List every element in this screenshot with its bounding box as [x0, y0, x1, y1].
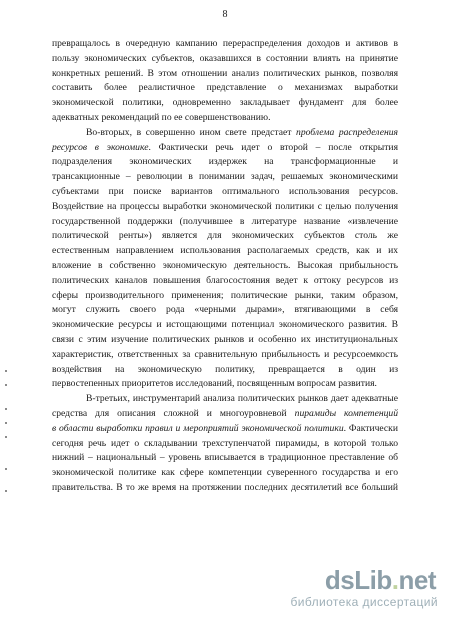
text-segment: субъектами при поиске вариантов оптимального использования ресурсов.: [52, 185, 398, 197]
text-line: [52, 422, 398, 437]
text-line: [52, 318, 398, 333]
text-line: [52, 111, 398, 126]
margin-scan-marks: [3, 370, 11, 520]
text-segment: превращалось в очередную кампанию перераспределения доходов и активов в: [52, 38, 398, 49]
text-segment: пользу экономических субъектов, оказавшихся в состоянии влиять на принятие: [52, 52, 398, 64]
emphasized-text: проблема распределения: [296, 126, 398, 138]
text-segment: конкретных решений. В этом отношении анализ политических рынков, позволяя: [52, 67, 398, 79]
text-line: [52, 289, 398, 304]
text-line: [52, 259, 398, 274]
text-line: [52, 303, 398, 318]
text-line: [52, 466, 398, 481]
page-number: 8: [222, 9, 228, 20]
text-line: [52, 274, 398, 289]
text-line: [52, 67, 398, 82]
text-line: [52, 244, 398, 259]
text-line: [52, 185, 398, 200]
text-segment: политической ренты») является для экономических субъектов столь же: [52, 230, 398, 242]
watermark: [262, 565, 442, 613]
text-line: [52, 363, 398, 378]
document-body: [52, 37, 398, 496]
text-segment: составить более реалистичное представление о механизмах выработки: [52, 82, 398, 94]
text-segment: характеристик, ответственных за сравнительную прибыльность и ресурсоемкость: [52, 348, 398, 360]
emphasized-text: ресурсов в экономике: [52, 141, 149, 153]
text-line: [52, 81, 398, 96]
text-segment: трансакционные – революции в понимании задач, решаемых экономическими: [52, 171, 398, 183]
text-segment: первостепенных приоритетов исследований, посвященным вопросам развития.: [52, 378, 377, 390]
text-line: [52, 481, 398, 496]
watermark-subtitle: библиотека диссертаций: [290, 595, 438, 609]
text-segment: сферы производительного применения; политические рынки, таким образом,: [52, 289, 398, 301]
text-line: [52, 392, 398, 407]
text-segment: естественным направлением использования располагаемых средств, как и их: [52, 245, 398, 257]
emphasized-text: пирамиды компетенций: [294, 407, 398, 419]
text-segment: . Фактически речь идет о второй – после открытия: [148, 141, 398, 153]
text-line: [52, 170, 398, 185]
text-segment: экономической политики, одновременно закладывает фундамент для более: [52, 97, 398, 109]
text-segment: . Фактически: [343, 422, 398, 434]
text-segment: экономической политике как сфере компетенции суверенного государства и его: [52, 467, 398, 479]
text-segment: правительства. В то же время на протяжении последних десятилетий все больший: [52, 481, 398, 493]
text-line: [52, 437, 398, 452]
text-segment: В-третьих, инструментарий анализа политических рынков дает адекватные: [86, 393, 398, 405]
text-line: [52, 215, 398, 230]
text-segment: вложение в собственно экономическую деятельность. Высокая прибыльность: [52, 259, 398, 271]
watermark-logo: dsLib.net: [324, 565, 436, 595]
text-segment: связи с этим изучение политических рынков и особенно их институциональных: [52, 333, 398, 345]
text-segment: адекватных рекомендаций по ее совершенствованию.: [52, 111, 271, 123]
text-segment: политических каналов повышения благосостояния ведет к оттоку ресурсов из: [52, 274, 398, 286]
text-segment: средства для описания сложной и многоуровневой: [52, 407, 295, 419]
text-line: [52, 37, 398, 52]
text-segment: сегодня речь идет о складывании трехступенчатой пирамиды, в которой только: [52, 437, 398, 449]
text-segment: Во-вторых, в совершенно ином свете предстает: [86, 126, 297, 138]
text-line: [52, 155, 398, 170]
text-segment: экономические ресурсы и истощающими потенциал экономического развития. В: [52, 319, 398, 331]
text-segment: подразделения экономических издержек на трансформационные и: [52, 156, 398, 168]
text-segment: могут служить своего рода «черными дырами», втягивающими в себя: [52, 304, 398, 316]
text-line: [52, 333, 398, 348]
text-line: [52, 52, 398, 67]
text-line: [52, 96, 398, 111]
text-line: [52, 407, 398, 422]
text-line: [52, 451, 398, 466]
emphasized-text: в области выработки правил и мероприятий экономической политики: [52, 422, 344, 434]
text-line: [52, 126, 398, 141]
text-line: [52, 141, 398, 156]
text-line: [52, 377, 398, 392]
text-line: [52, 200, 398, 215]
text-segment: нижний – национальный – уровень вписывается в традиционное преставление об: [52, 452, 398, 464]
text-segment: государственной поддержки (получившее в литературе название «извлечение: [52, 215, 398, 227]
text-line: [52, 229, 398, 244]
text-segment: Воздействие на процессы выработки экономической политики с целью получения: [52, 200, 398, 212]
text-line: [52, 348, 398, 363]
text-segment: воздействия на экономическую политику, превращается в один из: [52, 363, 398, 375]
